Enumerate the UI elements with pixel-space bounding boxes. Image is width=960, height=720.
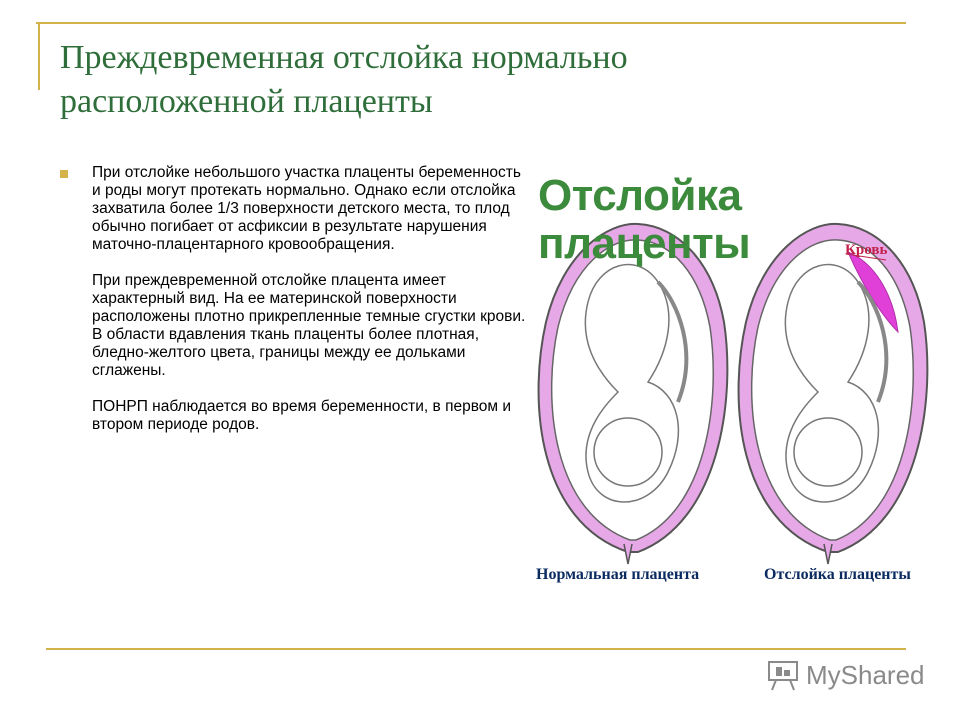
bottom-divider [46, 648, 906, 650]
slide-body [60, 164, 530, 452]
bullet-text [92, 164, 530, 434]
caption-normal-placenta: Нормальная плацента [536, 566, 700, 583]
myshared-watermark[interactable] [766, 656, 936, 696]
left-divider [38, 22, 40, 90]
paragraph-1: При отслойке небольшого участка плаценты беременность и роды могут протекать нормально. Однако если отслойка захватила более 1/3 поверхности детского места, то плод обычно погибает от асфиксии в результате нарушения маточно-плацентарного кровообращения. [92, 164, 521, 253]
caption-placental-abruption: Отслойка плаценты [764, 566, 911, 583]
paragraph-2: При преждевременной отслойке плацента имеет характерный вид. На ее материнской поверхности расположены плотно прикрепленные темные сгустки крови. В области вдавления ткань плаценты более плотная, бледно-желтого цвета, границы между ее дольками сглажены. [92, 272, 526, 379]
normal-uterus [539, 224, 728, 564]
presentation-board-icon [766, 658, 800, 692]
abruption-uterus [739, 224, 928, 564]
slide-title: Преждевременная отслойка нормально расположенной плаценты [60, 39, 628, 120]
bullet-marker [60, 170, 68, 178]
watermark-text: MyShared [806, 660, 925, 690]
top-divider [36, 22, 906, 24]
paragraph-3: ПОНРП наблюдается во время беременности, в первом и втором периоде родов. [92, 398, 512, 433]
placenta-illustration [528, 152, 948, 612]
blood-label: Кровь [845, 242, 888, 258]
illustration-heading: Отслойка плаценты [538, 171, 751, 268]
